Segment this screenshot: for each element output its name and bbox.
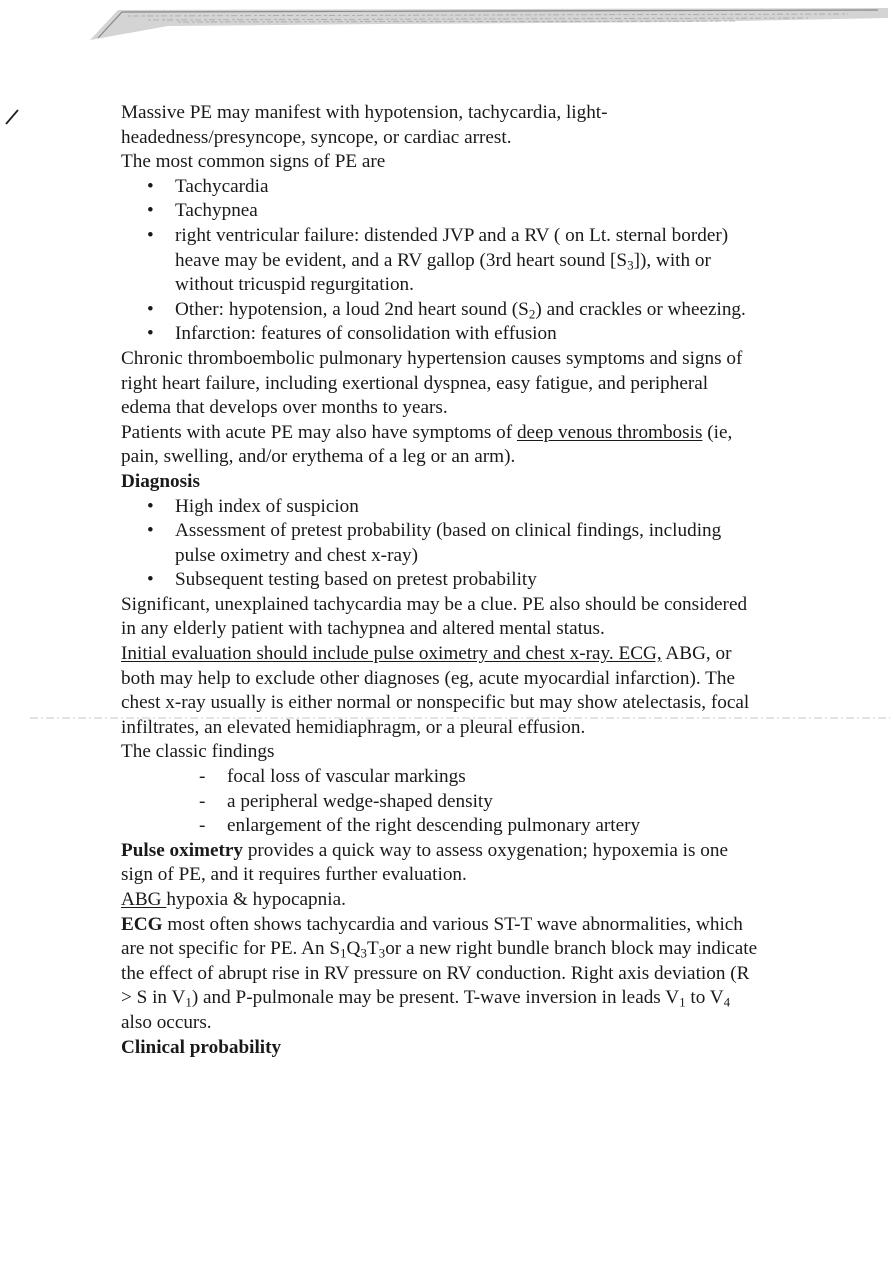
list-item: [175, 175, 761, 200]
paragraph-pulse-oximetry: [121, 839, 761, 888]
ecg-subscript: 3: [360, 945, 367, 961]
ecg-t: T: [366, 938, 379, 960]
paragraph-ecg: [121, 913, 761, 1036]
pulse-oximetry-label: Pulse oximetry: [121, 839, 244, 861]
diagnosis-list: [121, 495, 761, 593]
list-item: [175, 224, 761, 298]
document-page: [121, 101, 761, 1060]
s3-open: [S: [610, 249, 628, 271]
diagnosis-pretest: Assessment of pretest probability (based on clinical findings, including pulse oximetry and chest x-ray): [175, 520, 722, 566]
dvt-underlined: deep venous thrombosis: [516, 421, 703, 443]
abg-label: ABG: [121, 889, 167, 910]
heading-clinical-probability-text: Clinical probability: [121, 1036, 282, 1058]
ecg-subscript: 1: [679, 994, 686, 1010]
ecg-text-e: also occurs.: [121, 1011, 212, 1033]
paragraph-abg: [121, 888, 761, 913]
paragraph-common-signs-intro: The most common signs of PE are: [121, 151, 386, 173]
ecg-text-d: to V: [685, 987, 724, 1009]
pulse-oximetry-text: provides a quick way to assess oxygenation; hypoxemia is one sign of PE, and it requires further evaluation.: [121, 839, 728, 886]
paragraph-initial-evaluation: [121, 642, 761, 740]
sign-rv-failure: right ventricular failure: distended JVP and a RV ( on Lt. sternal border) heave may be evident, and a RV gallop (3rd heart sound: [175, 224, 729, 271]
sign-infarction: Infarction: features of consolidation with effusion: [175, 323, 557, 345]
paragraph-tachycardia-clue: Significant, unexplained tachycardia may be a clue. PE also should be considered in any elderly patient with tachypnea and altered mental status.: [121, 593, 748, 640]
pen-tick-mark: [4, 108, 20, 126]
list-item: [175, 322, 761, 347]
sign-tachypnea: Tachypnea: [175, 200, 258, 222]
list-item: [227, 814, 761, 839]
ecg-q: Q: [346, 938, 361, 960]
sign-other-b: ) and crackles or wheezing.: [535, 298, 746, 320]
dvt-text-a: Patients with acute PE may also have symptoms of: [121, 421, 517, 443]
dvt-text-b: (ie, pain, swelling, and/or erythema of a leg or an arm).: [121, 421, 733, 468]
heading-diagnosis-text: Diagnosis: [121, 470, 200, 492]
initial-evaluation-underlined: Initial evaluation should include pulse oximetry and chest x-ray. ECG,: [121, 643, 662, 665]
scan-edge-artifact: [88, 2, 888, 42]
list-item: [175, 298, 761, 323]
finding-wedge: a peripheral wedge-shaped density: [227, 790, 493, 812]
list-item: [227, 765, 761, 790]
ecg-subscript: 4: [723, 994, 731, 1010]
heading-diagnosis: [121, 470, 761, 495]
paragraph-dvt: [121, 421, 761, 470]
sign-tachycardia: Tachycardia: [175, 175, 269, 197]
diagnosis-suspicion: High index of suspicion: [175, 495, 359, 517]
list-item: [175, 495, 761, 520]
diagnosis-subsequent: Subsequent testing based on pretest probability: [175, 569, 537, 591]
paragraph-classic-findings: The classic findings: [121, 741, 275, 763]
list-item: [227, 790, 761, 815]
list-item: [175, 519, 761, 568]
ecg-subscript: 1: [185, 994, 192, 1010]
finding-loss: focal loss of vascular markings: [227, 766, 466, 788]
ecg-label: ECG: [121, 913, 163, 935]
s3-close: ]), with or without tricuspid regurgitation.: [175, 249, 711, 296]
ecg-text-b: or a new right bundle branch block may indicate the effect of abrupt rise in RV pressure on RV conduction. Right axis deviation (R > S in V: [121, 938, 758, 1009]
finding-enlargement: enlargement of the right descending pulmonary artery: [227, 815, 641, 837]
ecg-subscript: 3: [378, 945, 386, 961]
paragraph-massive-pe: Massive PE may manifest with hypotension, tachycardia, light-headedness/presyncope, syncope, or cardiac arrest.: [121, 102, 608, 148]
classic-findings-list: [121, 765, 761, 839]
s2-subscript: 2: [528, 306, 536, 321]
ecg-text-a: most often shows tachycardia and various ST-T wave abnormalities, which are not specific for PE. An S: [121, 913, 743, 960]
paragraph-chronic: Chronic thromboembolic pulmonary hypertension causes symptoms and signs of right heart failure, including exertional dyspnea, easy fatigue, and peripheral edema that develops over months to years.: [121, 347, 743, 419]
list-item: [175, 199, 761, 224]
sign-other-a: Other: hypotension, a loud 2nd heart sound (S: [175, 298, 529, 320]
heading-clinical-probability: [121, 1036, 761, 1061]
initial-evaluation-rest: ABG, or both may help to exclude other diagnoses (eg, acute myocardial infarction). The chest x-ray usually is either normal or nonspecific but may show atelectasis, focal infiltrates, an elevated hemidiaphragm, or a pleural effusion.: [121, 643, 750, 738]
ecg-text-c: ) and P-pulmonale may be present. T-wave inversion in leads V: [191, 987, 680, 1009]
s3-subscript: 3: [627, 256, 634, 272]
abg-text: hypoxia & hypocapnia.: [166, 889, 346, 910]
list-item: [175, 568, 761, 593]
ecg-subscript: 1: [340, 945, 347, 961]
signs-list: [121, 175, 761, 347]
